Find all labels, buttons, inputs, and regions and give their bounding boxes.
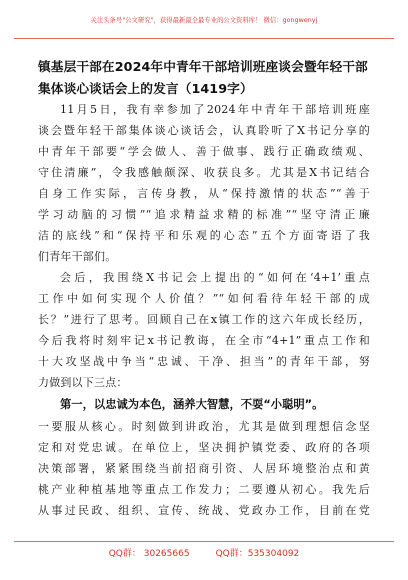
paragraph-1-line: 11月5日，我有幸参加了2024年中青年干部培训班座 [60,103,370,116]
title-line: 镇基层干部在2024年中青年干部培训班座谈会暨年轻干部 [38,59,368,74]
paragraph-2-line: 工作中如何实现个人价值？”“如何看待年轻干部的成 [38,292,370,305]
paragraph-3-line: 决策部署，紧紧围绕当前招商引资、人居环境整治点和黄 [38,462,370,475]
paragraph-1-line: 谈会暨年轻干部集体谈心谈话会，认真聆听了X书记分享的 [38,124,370,137]
paragraph-1-line: 洁的底线”和“保持平和乐观的心态”五个方面寄语了我 [38,229,370,242]
promo-banner: 关注头条号"公文研究"，获得最新最全最专业的公文资料库！ 微信：gongwenyj [90,17,318,24]
paragraph-3-line: 桃产业种植基地等重点工作发力；二要遵从初心。我先后 [38,483,370,496]
paragraph-2-line: 长？”进行了思考。回顾自己在x镇工作的这六年成长经历， [38,313,370,326]
footer-qq-group-2: QQ群：535304092 [215,549,300,559]
title-line: 集体谈心谈话会上的发言（1419字） [38,81,253,96]
footer-qq-group-1: QQ群： 30265665 [108,549,190,559]
header-divider [14,38,394,39]
document-title [38,56,370,100]
paragraph-1-line: 守住清廉”，令我感触颇深、收获良多。尤其是X书记结合 [38,166,370,179]
paragraph-2-line: 会后，我围绕X书记会上提出的“如何在‘4+1’重点 [60,271,370,284]
paragraph-1-line: 中青年干部要“学会做人、善于做事、践行正确政绩观、 [38,145,370,158]
paragraph-2-line: 力做到以下三点： [38,376,128,389]
paragraph-1-line: 学习动脑的习惯”“追求精益求精的标准”“坚守清正廉 [38,208,370,221]
paragraph-2-line: 十大攻坚战中争当“忠诚、干净、担当”的青年干部，努 [38,355,370,368]
paragraph-3-line: 从事过民政、组织、宣传、统战、党政办工作，目前在党 [38,504,370,517]
footer-divider [14,541,394,542]
footer [0,546,408,559]
paragraph-2-line: 今后我将时刻牢记x书记教诲，在全市“4+1”重点工作和 [38,334,370,347]
section-heading: 第一，以忠诚为本色，涵养大智慧，不耍“小聪明”。 [60,398,324,411]
paragraph-1-line: 们青年干部们。 [38,250,117,263]
paragraph-1-line: 自身工作实际，言传身教，从“保持激情的状态”“善于 [38,187,370,200]
paragraph-3-line: 一要服从核心。时刻做到讲政治，尤其是做到理想信念坚 [38,420,370,433]
paragraph-3-line: 定和对党忠诚。在单位上，坚决拥护镇党委、政府的各项 [38,441,370,454]
